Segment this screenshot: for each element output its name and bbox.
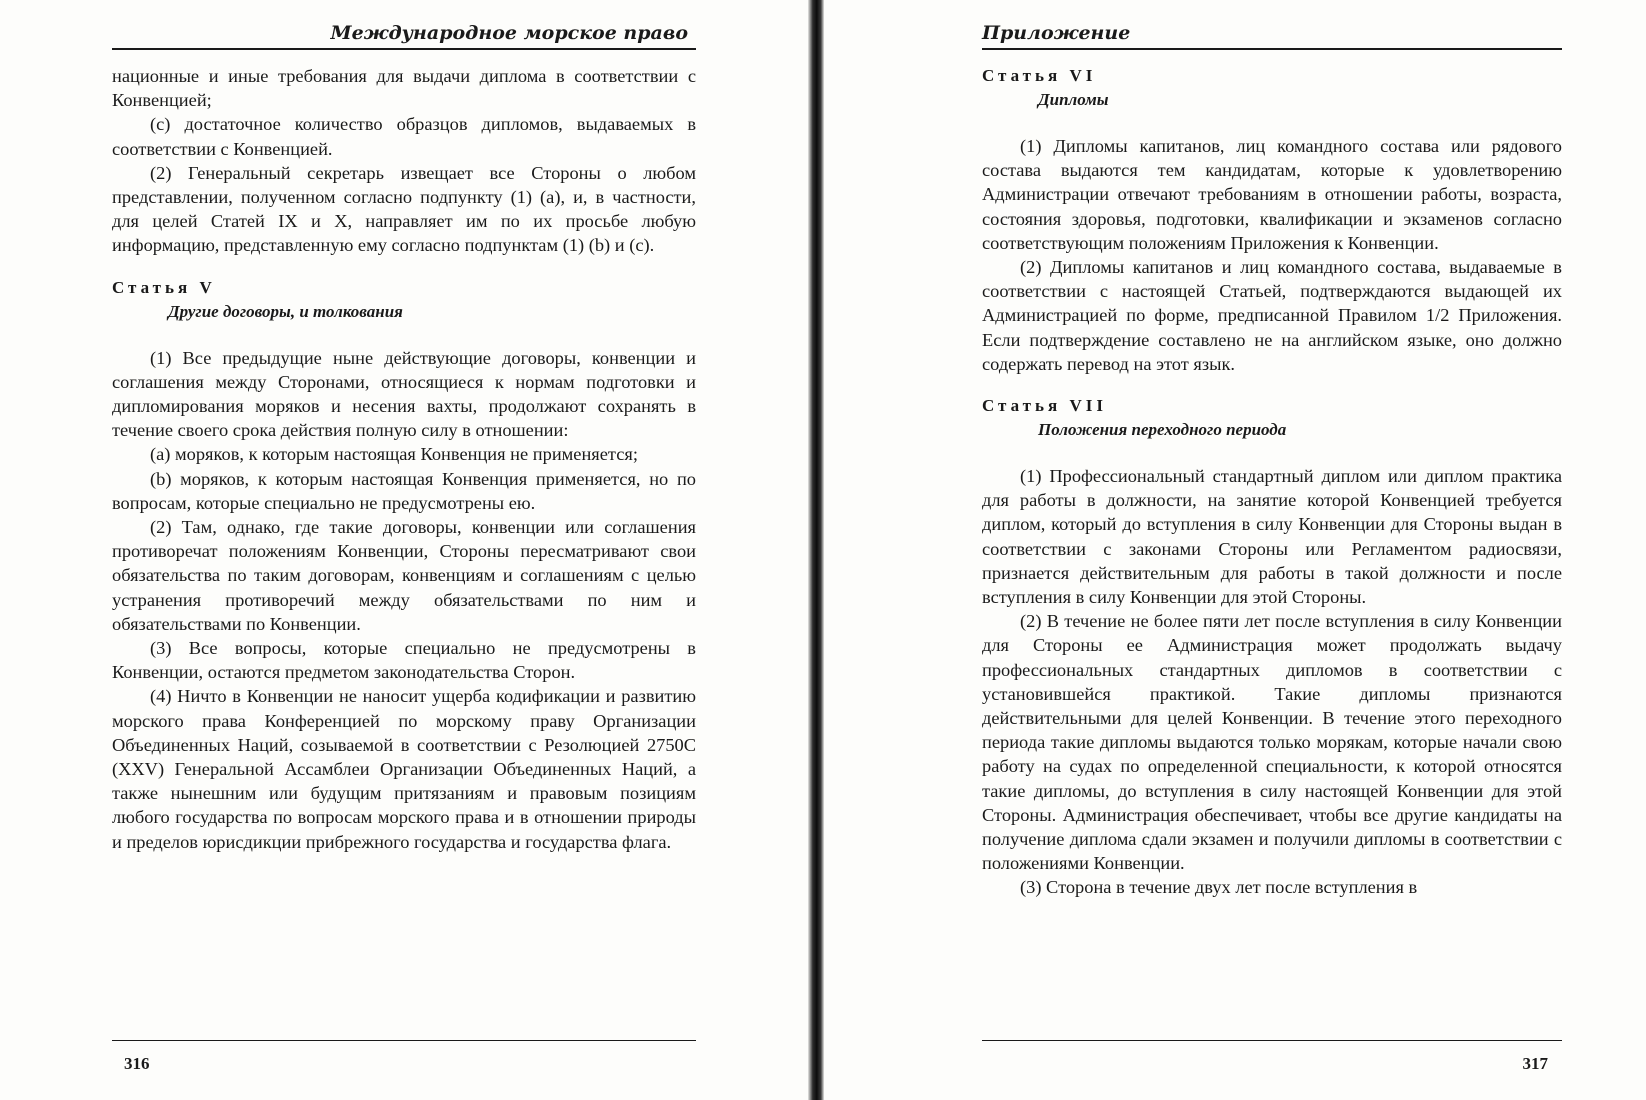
article-title: Дипломы [1038, 90, 1109, 109]
left-page [112, 0, 696, 1100]
article-label: Статья VI [982, 66, 1097, 85]
running-head: Международное морское право [112, 18, 696, 50]
page-number: 317 [1522, 1054, 1548, 1073]
article-heading [982, 394, 1562, 442]
paragraph: (b) моряков, к которым настоящая Конвенция применяется, но по вопросам, которые специально не предусмотрены ею. [112, 468, 696, 513]
article-label: Статья V [112, 277, 216, 297]
article-heading [112, 276, 696, 324]
article-heading [982, 64, 1562, 112]
article-title: Другие договоры, и толкования [168, 301, 403, 321]
paragraph: (2) Дипломы капитанов и лиц командного состава, выдаваемые в соответствии с настоящей Статьей, подтверждаются выдающей их Администрацией по форме, предписанной Правилом 1/2 Приложения. Если подтверждение составлено не на английском языке, оно должно содержать перевод на этот язык. [982, 257, 1562, 374]
article-title: Положения переходного периода [1038, 420, 1287, 440]
paragraph: (3) Все вопросы, которые специально не предусмотрены в Конвенции, остаются предметом законодательства Сторон. [112, 638, 696, 683]
page-number: 316 [124, 1054, 150, 1073]
right-page [982, 0, 1562, 1100]
footer-rule [112, 1040, 696, 1041]
book-gutter [808, 0, 824, 1100]
article-label: Статья VII [982, 396, 1107, 416]
paragraph: (2) Там, однако, где такие договоры, конвенции или соглашения противоречат положениям Конвенции, Стороны пересматривают свои обязательства по таким договорам, конвенциям и соглашениям с целью устранения противоречий между обязательствами по ним и обязательствами по Конвенции. [112, 517, 696, 634]
paragraph: (1) Дипломы капитанов, лиц командного состава или рядового состава выдаются тем кандидатам, которые к удовлетворению Администрации отвечают требованиям в отношении работы, возраста, состояния здоровья, подготовки, квалификации и экзаменов согласно соответствующим положениям Приложения к Конвенции. [982, 136, 1562, 253]
paragraph: (2) Генеральный секретарь извещает все Стороны о любом представлении, полученном согласно подпункту (1) (а), и, в частности, для целей Статей IX и X, направляет им по их просьбе любую информацию, представленную ему согласно подпунктам (1) (b) и (с). [112, 162, 696, 256]
paragraph: (4) Ничто в Конвенции не наносит ущерба кодификации и развитию морского права Конференцией по морскому праву Организации Объединенных Наций, созываемой в соответствии с Резолюцией 2750С (XXV) Генеральной Ассамблеи Организации Объединенных Наций, а также нынешним или будущим притязаниям и правовым позициям любого государства по вопросам морского права и в отношении природы и пределов юрисдикции прибрежного государства и государства флага. [112, 686, 696, 852]
paragraph: (3) Сторона в течение двух лет после вступления в [1020, 877, 1418, 898]
paragraph: (а) моряков, к которым настоящая Конвенция не применяется; [150, 444, 638, 465]
paragraph: (1) Все предыдущие ныне действующие договоры, конвенции и соглашения между Сторонами, относящиеся к нормам подготовки и дипломирования моряков и несения вахты, продолжают сохранять в течение своего срока действия полную силу в отношении: [112, 347, 696, 441]
paragraph: (с) достаточное количество образцов дипломов, выдаваемых в соответствии с Конвенцией. [112, 114, 696, 159]
running-head: Приложение [982, 18, 1562, 50]
paragraph: (1) Профессиональный стандартный диплом или диплом практика для работы в должности, на занятие которой Конвенцией требуется диплом, который до вступления в силу Конвенции для Стороны выдан в соответствии с законами Стороны или Регламентом радиосвязи, признается действительным для работы в такой должности и после вступления в силу Конвенции для этой Стороны. [982, 466, 1562, 608]
page-body [112, 64, 696, 854]
paragraph: национные и иные требования для выдачи диплома в соответствии с Конвенцией; [112, 66, 696, 111]
paragraph: (2) В течение не более пяти лет после вступления в силу Конвенции для Стороны ее Администрация может продолжать выдачу профессиональных стандартных дипломов в соответствии с установившейся практикой. Такие дипломы признаются действительными для целей Конвенции. В течение этого переходного периода такие дипломы выдаются только морякам, которые начали свою работу на судах по определенной специальности, к которой относятся такие дипломы, до вступления в силу настоящей Конвенции для этой Стороны. Администрация обеспечивает, чтобы все другие кандидаты на получение диплома сдали экзамен и получили дипломы в соответствии с положениями Конвенции. [982, 611, 1562, 874]
footer-rule [982, 1040, 1562, 1041]
page-body [982, 64, 1562, 900]
